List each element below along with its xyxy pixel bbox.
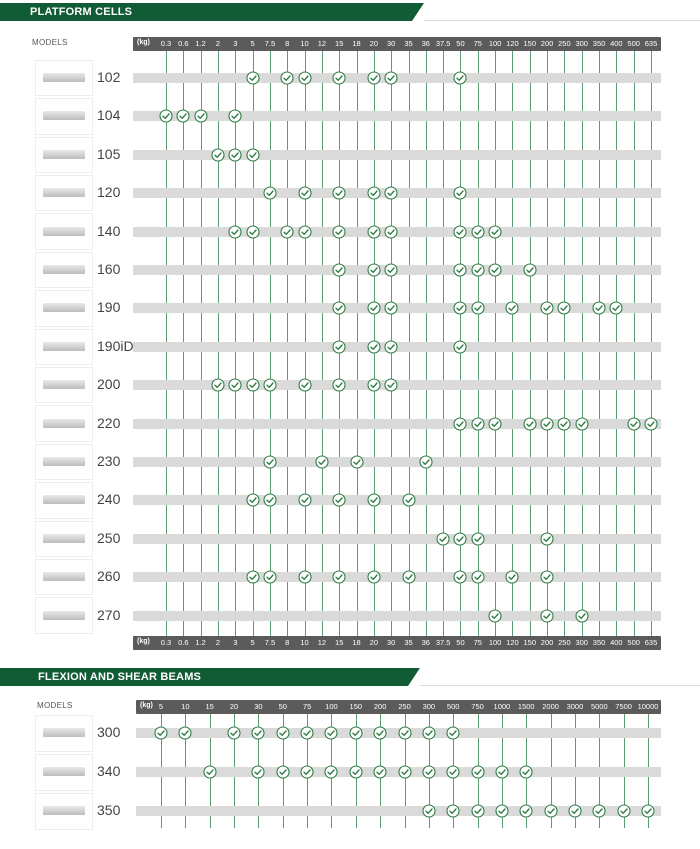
platform-capacity-label: 50 <box>456 638 465 647</box>
platform-capacity-label: 50 <box>456 39 465 48</box>
platform-model-image-shape <box>43 572 85 581</box>
platform-check-icon <box>298 225 312 239</box>
platform-check-icon <box>367 71 381 85</box>
beams-check-icon <box>349 765 363 779</box>
platform-check-icon <box>367 378 381 392</box>
platform-model-image-shape <box>43 188 85 197</box>
platform-capacity-label: 0.3 <box>160 39 172 48</box>
beams-capacity-label: 7500 <box>615 702 632 711</box>
platform-check-icon <box>298 186 312 200</box>
platform-check-icon <box>194 109 208 123</box>
platform-check-icon <box>263 570 277 584</box>
beams-check-icon <box>471 765 485 779</box>
platform-check-icon <box>557 417 571 431</box>
platform-check-icon <box>453 225 467 239</box>
platform-capacity-label: 120 <box>506 39 519 48</box>
platform-check-icon <box>332 225 346 239</box>
platform-model-label: 102 <box>97 69 121 85</box>
beams-check-icon <box>276 765 290 779</box>
platform-capacity-label: 18 <box>352 39 361 48</box>
beams-capacity-label: 500 <box>446 702 460 711</box>
platform-check-icon <box>384 186 398 200</box>
platform-check-icon <box>488 609 502 623</box>
platform-check-icon <box>384 225 398 239</box>
beams-check-icon <box>446 804 460 818</box>
beams-model-image-shape <box>43 728 85 737</box>
beams-check-icon <box>446 765 460 779</box>
platform-model-image-shape <box>43 380 85 389</box>
platform-check-icon <box>402 493 416 507</box>
platform-check-icon <box>384 340 398 354</box>
platform-model-label: 120 <box>97 184 121 201</box>
platform-check-icon <box>471 263 485 277</box>
beams-check-icon <box>446 726 460 740</box>
platform-capacity-label: 30 <box>387 39 396 48</box>
beams-capacity-label: 10 <box>181 702 190 711</box>
platform-check-icon <box>453 570 467 584</box>
platform-model-image-shape <box>43 265 85 274</box>
platform-model-label: 260 <box>97 568 121 585</box>
platform-check-icon <box>228 148 242 162</box>
platform-capacity-label: 150 <box>523 39 537 48</box>
platform-check-icon <box>367 340 381 354</box>
platform-capacity-label: 15 <box>335 638 344 647</box>
platform-check-icon <box>453 417 467 431</box>
beams-capacity-label: 75 <box>302 702 312 711</box>
platform-check-icon <box>332 340 346 354</box>
platform-capacity-label: 120 <box>506 638 519 647</box>
platform-check-icon <box>246 493 260 507</box>
platform-capacity-label: 12 <box>317 39 327 48</box>
platform-capacity-label: 250 <box>558 638 571 647</box>
platform-capacity-label: 35 <box>404 638 413 647</box>
beams-row-bar <box>136 806 661 816</box>
beams-capacity-label: 100 <box>325 702 338 711</box>
platform-check-icon <box>523 417 537 431</box>
platform-model-image-shape <box>43 227 85 236</box>
platform-check-icon <box>540 301 554 315</box>
platform-capacity-label: 2 <box>215 39 221 48</box>
platform-capacity-label: 1.2 <box>195 39 206 48</box>
platform-check-icon <box>280 71 294 85</box>
platform-check-icon <box>332 493 346 507</box>
beams-check-icon <box>373 765 387 779</box>
beams-capacity-label: 1500 <box>517 702 535 711</box>
platform-capacity-label: 250 <box>558 39 571 48</box>
beams-check-icon <box>422 726 436 740</box>
platform-model-image-shape <box>43 303 85 312</box>
platform-check-icon <box>627 417 641 431</box>
beams-capacity-label: 50 <box>278 702 287 711</box>
platform-capacity-label: 30 <box>387 638 396 647</box>
platform-check-icon <box>505 570 519 584</box>
platform-capacity-label: 3 <box>233 39 238 48</box>
platform-capacity-label: 1.2 <box>195 638 206 647</box>
platform-model-image-shape <box>43 419 85 428</box>
platform-check-icon <box>280 225 294 239</box>
beams-check-icon <box>422 765 436 779</box>
platform-check-icon <box>367 186 381 200</box>
platform-check-icon <box>228 109 242 123</box>
platform-capacity-label: 200 <box>540 638 554 647</box>
platform-row-bar <box>133 534 661 544</box>
beams-capacity-label: 2000 <box>542 702 559 711</box>
platform-capacity-label: 7.5 <box>264 638 276 647</box>
beams-header <box>0 668 420 686</box>
platform-check-icon <box>332 186 346 200</box>
platform-capacity-label: 635 <box>644 39 658 48</box>
platform-model-label: 250 <box>97 529 121 546</box>
platform-check-icon <box>488 225 502 239</box>
beams-scale-bar <box>136 700 661 714</box>
beams-check-icon <box>471 804 485 818</box>
beams-check-icon <box>276 726 290 740</box>
platform-check-icon <box>211 378 225 392</box>
beams-capacity-label: 5 <box>158 702 164 711</box>
beams-capacity-label: 750 <box>471 702 484 711</box>
beams-capacity-label: 200 <box>373 702 387 711</box>
beams-check-icon <box>154 726 168 740</box>
beams-check-icon <box>592 804 606 818</box>
platform-capacity-label: 36 <box>421 638 430 647</box>
platform-row-bar <box>133 495 661 505</box>
platform-check-icon <box>263 378 277 392</box>
platform-check-icon <box>298 378 312 392</box>
platform-capacity-label: 5 <box>250 39 255 48</box>
beams-check-icon <box>519 804 533 818</box>
platform-row-bar <box>133 572 661 582</box>
beams-check-icon <box>519 765 533 779</box>
platform-models-label: MODELS <box>32 38 68 47</box>
platform-check-icon <box>471 301 485 315</box>
platform-check-icon <box>367 263 381 277</box>
platform-model-label: 240 <box>97 491 121 508</box>
platform-model-label: 230 <box>97 453 121 469</box>
platform-capacity-label: 0.6 <box>178 39 189 48</box>
platform-check-icon <box>367 301 381 315</box>
platform-check-icon <box>211 148 225 162</box>
platform-capacity-label: 350 <box>592 39 606 48</box>
beams-model-image-shape <box>43 806 85 815</box>
beams-check-icon <box>227 726 241 740</box>
beams-check-icon <box>398 726 412 740</box>
platform-check-icon <box>540 609 554 623</box>
platform-check-icon <box>228 225 242 239</box>
platform-check-icon <box>540 417 554 431</box>
platform-model-label: 190iD <box>97 337 134 354</box>
platform-check-icon <box>453 532 467 546</box>
platform-model-label: 270 <box>97 606 121 623</box>
beams-model-image-shape <box>43 767 85 776</box>
platform-unit-label: (kg) <box>137 638 150 645</box>
beams-check-icon <box>617 804 631 818</box>
platform-capacity-label: 37.5 <box>435 39 451 48</box>
platform-check-icon <box>644 417 658 431</box>
platform-capacity-label: 36 <box>421 39 430 48</box>
beams-check-icon <box>398 765 412 779</box>
platform-capacity-label: 200 <box>540 39 554 48</box>
platform-check-icon <box>488 417 502 431</box>
platform-capacity-label: 18 <box>352 638 361 647</box>
beams-check-icon <box>495 765 509 779</box>
platform-capacity-label: 5 <box>250 638 255 647</box>
platform-capacity-label: 2 <box>215 638 221 647</box>
platform-check-icon <box>540 570 554 584</box>
beams-check-icon <box>300 765 314 779</box>
beams-check-icon <box>251 726 265 740</box>
platform-capacity-label: 8 <box>285 39 290 48</box>
beams-models-label: MODELS <box>37 701 73 710</box>
platform-capacity-label: 35 <box>404 39 413 48</box>
platform-capacity-label: 20 <box>369 39 379 48</box>
platform-row-bar <box>133 111 661 121</box>
platform-check-icon <box>453 340 467 354</box>
platform-check-icon <box>367 570 381 584</box>
platform-capacity-label: 3 <box>233 638 238 647</box>
platform-check-icon <box>609 301 623 315</box>
platform-model-label: 104 <box>97 107 121 124</box>
beams-check-icon <box>300 726 314 740</box>
platform-capacity-label: 20 <box>369 638 379 647</box>
platform-check-icon <box>453 263 467 277</box>
platform-check-icon <box>471 570 485 584</box>
beams-check-icon <box>251 765 265 779</box>
platform-check-icon <box>350 455 364 469</box>
platform-capacity-label: 12 <box>317 638 327 647</box>
platform-check-icon <box>488 263 502 277</box>
platform-check-icon <box>471 225 485 239</box>
platform-check-icon <box>176 109 190 123</box>
platform-check-icon <box>332 378 346 392</box>
beams-check-icon <box>544 804 558 818</box>
platform-scale-bar <box>133 636 661 650</box>
platform-model-label: 220 <box>97 414 121 431</box>
platform-capacity-label: 75 <box>473 638 482 647</box>
platform-capacity-label: 75 <box>473 39 482 48</box>
platform-capacity-label: 100 <box>488 638 502 647</box>
platform-capacity-label: 300 <box>575 39 588 48</box>
platform-capacity-label: 300 <box>575 638 588 647</box>
platform-check-icon <box>246 378 260 392</box>
platform-capacity-label: 350 <box>592 638 606 647</box>
beams-check-icon <box>178 726 192 740</box>
platform-check-icon <box>332 301 346 315</box>
beams-model-label: 340 <box>97 763 121 779</box>
platform-capacity-label: 400 <box>610 39 623 48</box>
platform-check-icon <box>332 570 346 584</box>
platform-capacity-label: 0.6 <box>178 638 189 647</box>
platform-check-icon <box>246 71 260 85</box>
platform-check-icon <box>575 609 589 623</box>
platform-check-icon <box>592 301 606 315</box>
platform-check-icon <box>453 71 467 85</box>
platform-model-label: 160 <box>97 261 121 277</box>
platform-check-icon <box>505 301 519 315</box>
beams-header-rule <box>420 685 700 686</box>
beams-check-icon <box>324 726 338 740</box>
platform-check-icon <box>384 71 398 85</box>
platform-model-image-shape <box>43 611 85 620</box>
platform-capacity-label: 500 <box>627 39 640 48</box>
platform-check-icon <box>263 493 277 507</box>
platform-check-icon <box>298 71 312 85</box>
platform-model-image-shape <box>43 111 85 120</box>
platform-model-label: 190 <box>97 299 121 316</box>
platform-unit-label: (kg) <box>137 39 150 46</box>
platform-check-icon <box>419 455 433 469</box>
platform-check-icon <box>228 378 242 392</box>
beams-check-icon <box>203 765 217 779</box>
platform-capacity-label: 10 <box>300 39 309 48</box>
platform-check-icon <box>367 225 381 239</box>
platform-capacity-label: 500 <box>627 638 640 647</box>
platform-model-image-shape <box>43 495 85 504</box>
platform-check-icon <box>332 71 346 85</box>
beams-capacity-label: 30 <box>254 702 263 711</box>
platform-capacity-label: 15 <box>335 39 344 48</box>
platform-check-icon <box>471 417 485 431</box>
beams-check-icon <box>349 726 363 740</box>
platform-check-icon <box>263 186 277 200</box>
platform-check-icon <box>246 148 260 162</box>
platform-capacity-label: 8 <box>285 638 290 647</box>
platform-check-icon <box>332 263 346 277</box>
platform-check-icon <box>557 301 571 315</box>
beams-check-icon <box>324 765 338 779</box>
platform-check-icon <box>540 532 554 546</box>
platform-model-label: 200 <box>97 376 121 393</box>
platform-header-rule <box>424 20 700 21</box>
platform-check-icon <box>384 263 398 277</box>
platform-capacity-label: 7.5 <box>264 39 276 48</box>
platform-capacity-label: 150 <box>523 638 537 647</box>
beams-model-label: 300 <box>97 724 121 740</box>
platform-model-label: 105 <box>97 145 121 162</box>
beams-capacity-label: 300 <box>422 702 436 711</box>
beams-capacity-label: 5000 <box>590 702 608 711</box>
platform-cells-title: PLATFORM CELLS <box>30 6 133 18</box>
platform-check-icon <box>453 186 467 200</box>
platform-capacity-label: 100 <box>488 39 502 48</box>
beams-capacity-label: 3000 <box>566 702 584 711</box>
platform-check-icon <box>436 532 450 546</box>
platform-cells-header <box>0 3 424 21</box>
platform-model-image-shape <box>43 150 85 159</box>
platform-check-icon <box>384 301 398 315</box>
beams-check-icon <box>495 804 509 818</box>
platform-check-icon <box>246 570 260 584</box>
platform-capacity-label: 635 <box>644 638 658 647</box>
platform-model-image-shape <box>43 342 85 351</box>
beams-check-icon <box>373 726 387 740</box>
beams-unit-label: (kg) <box>140 702 153 709</box>
beams-capacity-label: 1000 <box>493 702 511 711</box>
beams-capacity-label: 250 <box>398 702 411 711</box>
platform-capacity-label: 37.5 <box>435 638 451 647</box>
platform-check-icon <box>246 225 260 239</box>
platform-check-icon <box>523 263 537 277</box>
platform-check-icon <box>453 301 467 315</box>
platform-model-image-shape <box>43 457 85 466</box>
platform-model-label: 140 <box>97 222 121 239</box>
platform-check-icon <box>159 109 173 123</box>
platform-capacity-label: 400 <box>610 638 623 647</box>
platform-check-icon <box>384 378 398 392</box>
platform-model-image-shape <box>43 73 85 82</box>
platform-check-icon <box>298 570 312 584</box>
platform-row-bar <box>133 457 661 467</box>
platform-check-icon <box>471 532 485 546</box>
beams-capacity-label: 10000 <box>637 702 659 711</box>
beams-check-icon <box>641 804 655 818</box>
beams-check-icon <box>422 804 436 818</box>
beams-title: FLEXION AND SHEAR BEAMS <box>38 671 202 683</box>
platform-check-icon <box>298 493 312 507</box>
platform-model-image-shape <box>43 534 85 543</box>
beams-check-icon <box>568 804 582 818</box>
platform-check-icon <box>575 417 589 431</box>
beams-capacity-label: 20 <box>229 702 239 711</box>
beams-capacity-label: 15 <box>205 702 214 711</box>
platform-scale-bar <box>133 37 661 51</box>
platform-check-icon <box>367 493 381 507</box>
beams-capacity-label: 150 <box>349 702 363 711</box>
platform-check-icon <box>263 455 277 469</box>
platform-capacity-label: 0.3 <box>160 638 172 647</box>
platform-capacity-label: 10 <box>300 638 309 647</box>
platform-check-icon <box>315 455 329 469</box>
platform-check-icon <box>402 570 416 584</box>
beams-model-label: 350 <box>97 802 121 818</box>
